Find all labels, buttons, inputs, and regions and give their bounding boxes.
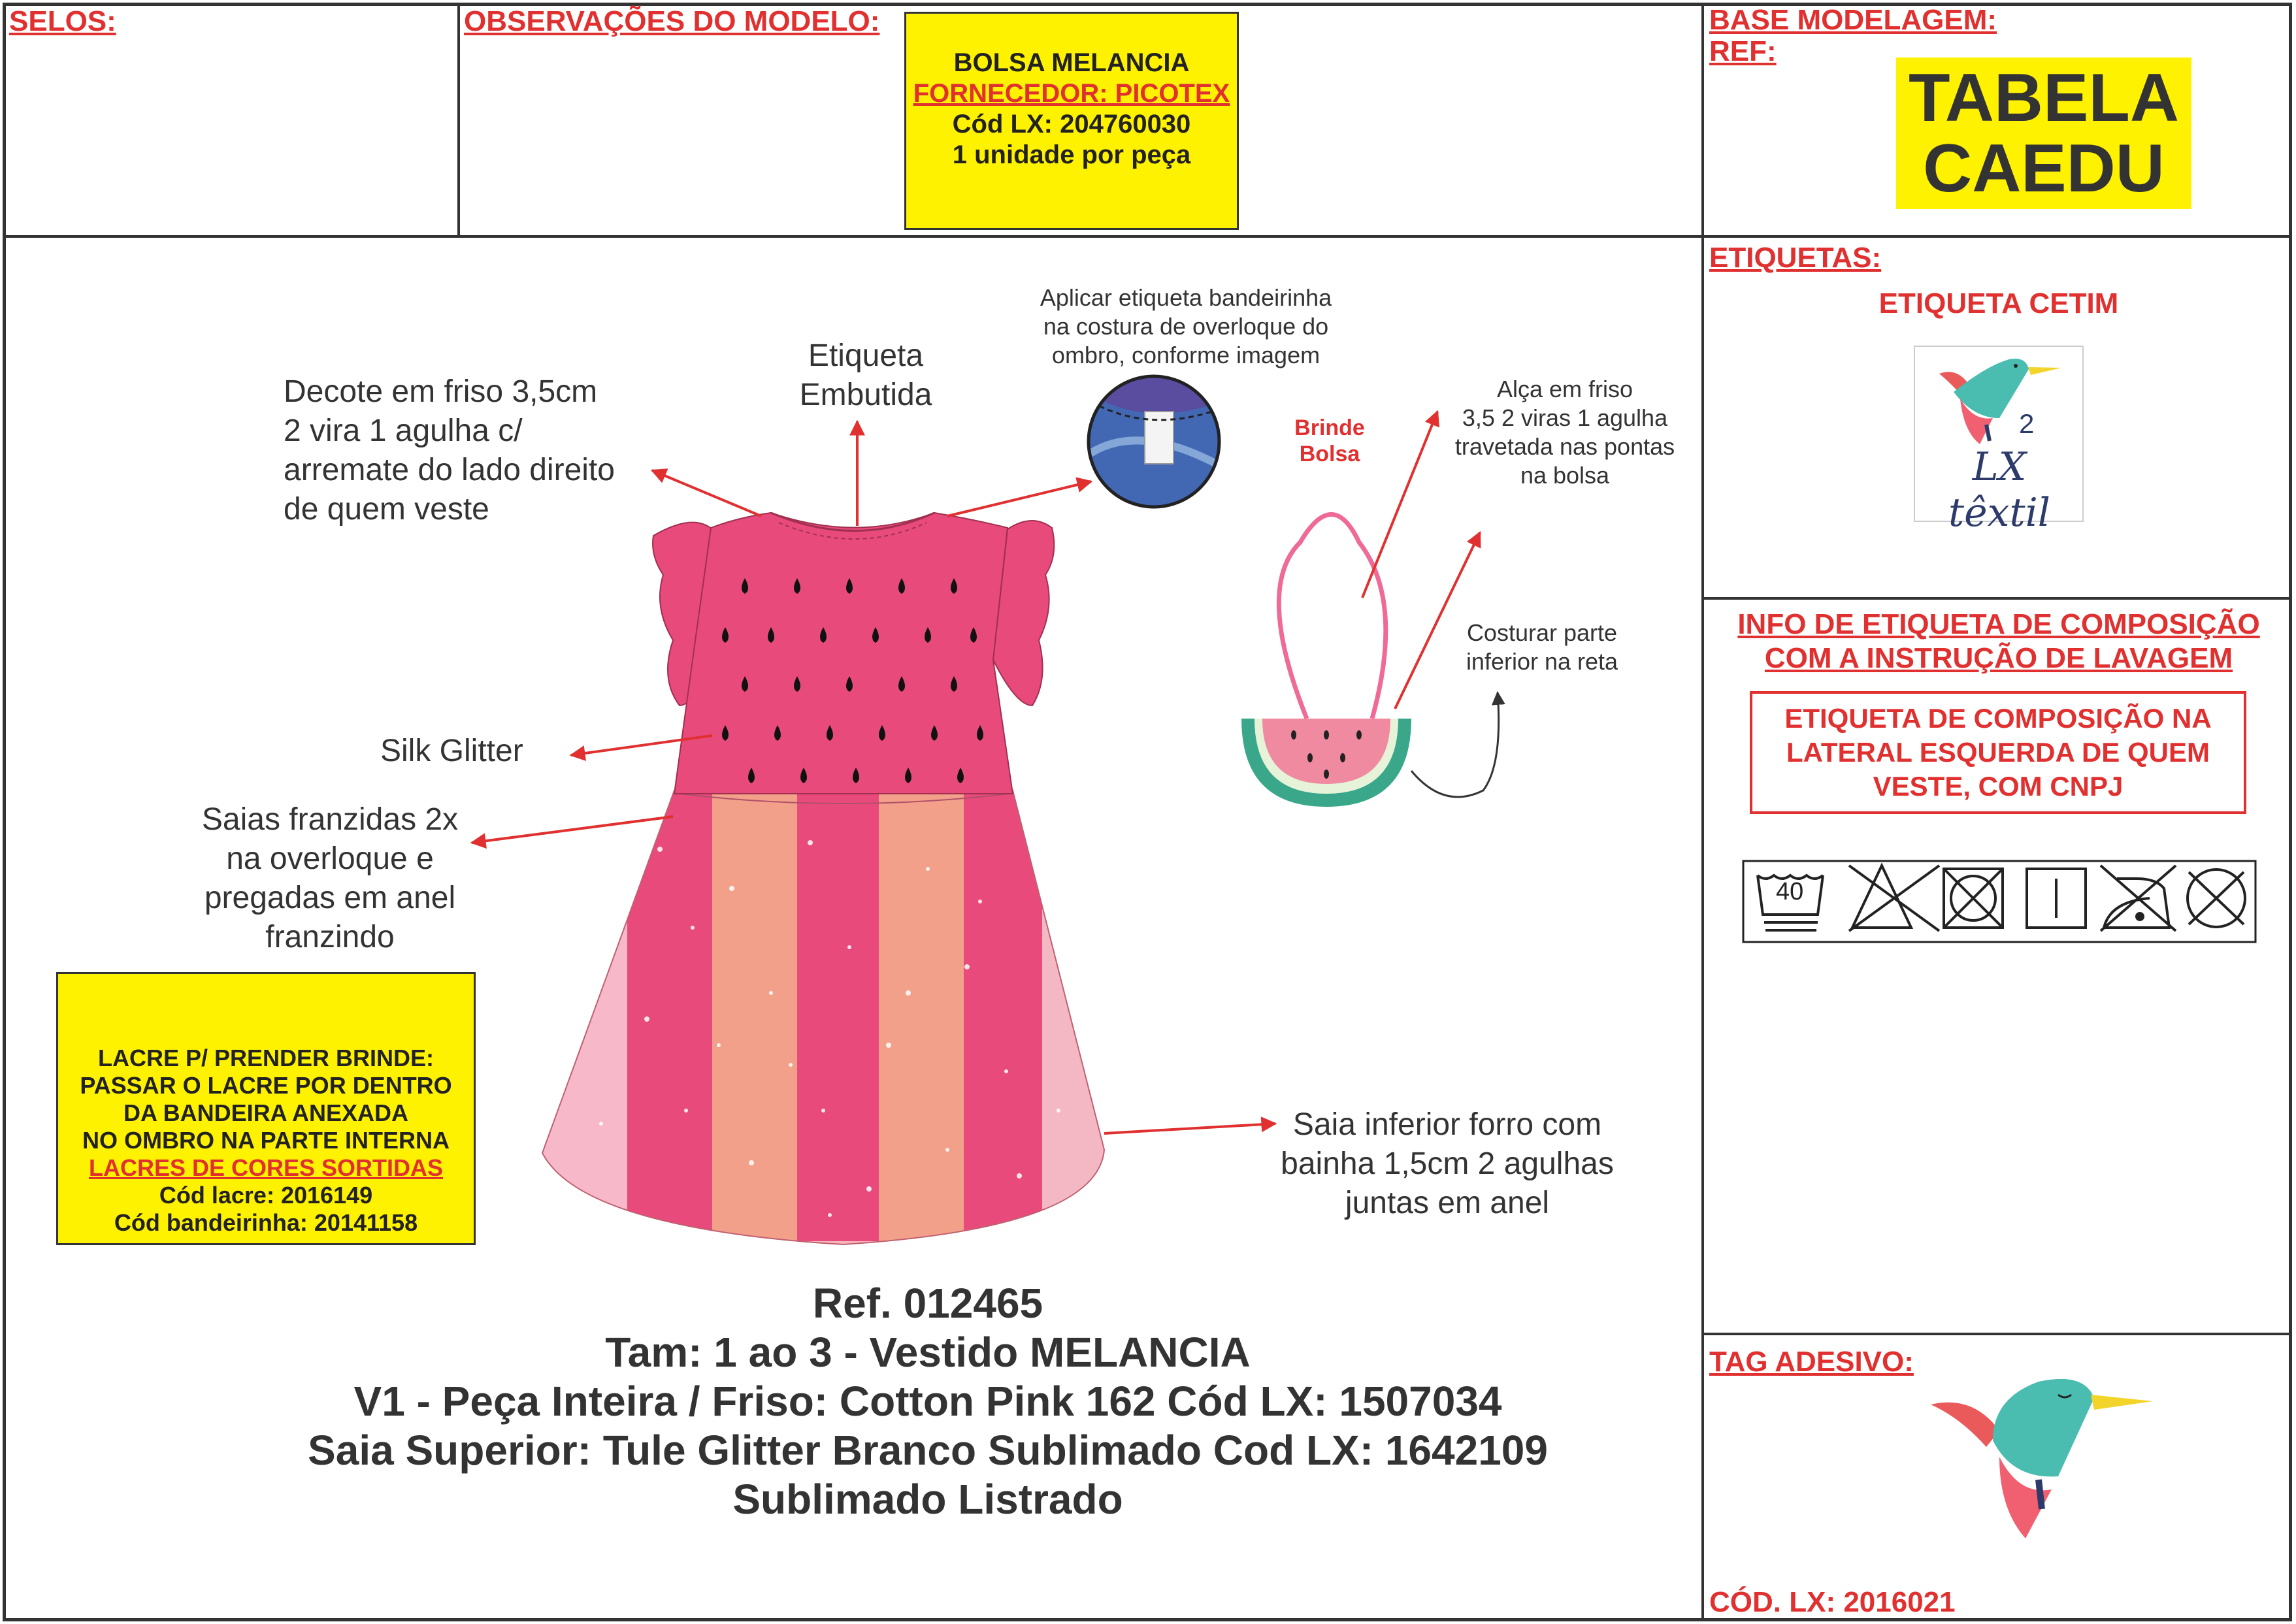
costurar-line1: Costurar parte [1466,619,1618,646]
shoulder-label-detail-icon [1085,372,1228,516]
wash-temp: 40 [1776,878,1804,905]
hummingbird-tag-icon [1931,1379,2153,1538]
saia-inferior-note [1258,1105,1637,1223]
saias-note [170,800,490,957]
composicao-line3: VESTE, COM CNPJ [1873,771,2124,802]
lacre-line4: NO OMBRO NA PARTE INTERNA [82,1127,450,1154]
alca-line3: travetada nas pontas [1454,433,1675,460]
lacre-line7: Cód bandeirinha: 20141158 [114,1209,418,1236]
costurar-line2: inferior na reta [1466,648,1618,675]
tabela-line1: TABELA [1908,60,2180,136]
etiqueta-embutida-line2: Embutida [799,378,932,412]
bolsa-supplier: FORNECEDOR: PICOTEX [913,79,1230,108]
saia-inferior-line3: juntas em anel [1345,1186,1550,1220]
logo-text: LX têxtil [1948,444,2050,536]
logo-number: 2 [2019,408,2035,439]
spec-size: Tam: 1 ao 3 - Vestido MELANCIA [605,1329,1251,1376]
spec-sublimado: Sublimado Listrado [732,1476,1123,1523]
aplicar-line2: na costura de overloque do [1043,313,1329,340]
alca-line4: na bolsa [1520,462,1610,489]
lacre-line1: LACRE P/ PRENDER BRINDE: [97,1045,435,1071]
dress-bodice [674,513,1013,794]
care-symbols [1743,861,2255,942]
spec-ref: Ref. 012465 [812,1280,1043,1327]
alca-note [1434,375,1696,490]
selos-label: SELOS: [9,5,116,37]
spec-v1: V1 - Peça Inteira / Friso: Cotton Pink 162 Cód LX: 1507034 [353,1378,1502,1425]
composicao-line1: ETIQUETA DE COMPOSIÇÃO NA [1784,703,2212,734]
watermelon-bag-icon [1241,515,1411,807]
decote-line4: de quem veste [284,492,489,527]
costurar-note [1437,619,1647,676]
aplicar-etiqueta-note [1009,284,1362,370]
silk-glitter-note: Silk Glitter [380,734,523,768]
info-etiqueta-title [1705,608,2292,675]
decote-line2: 2 vira 1 agulha c/ [284,414,523,448]
aplicar-line1: Aplicar etiqueta bandeirinha [1040,284,1332,311]
base-modelagem-label: BASE MODELAGEM: [1709,4,1997,36]
ref-label: REF: [1709,35,1777,67]
saia-inferior-line1: Saia inferior forro com [1292,1107,1602,1142]
tag-adesivo-label: TAG ADESIVO: [1709,1346,1914,1378]
lacre-line5: LACRES DE CORES SORTIDAS [88,1154,444,1181]
observacoes-label: OBSERVAÇÕES DO MODELO: [464,5,880,37]
product-spec [196,1279,1660,1524]
curved-arrow [1411,692,1499,797]
saias-line3: pregadas em anel [204,881,456,915]
etiqueta-cetim: ETIQUETA CETIM [1878,287,2119,319]
bolsa-code: Cód LX: 204760030 [952,110,1191,138]
decote-note [284,372,615,529]
saia-inferior-line2: bainha 1,5cm 2 agulhas [1281,1146,1614,1181]
bolsa-name: BOLSA MELANCIA [953,48,1190,77]
lacre-line6: Cód lacre: 2016149 [159,1182,373,1209]
alca-line2: 3,5 2 viras 1 agulha [1462,404,1668,431]
brinde-line1: Brinde [1294,415,1365,440]
brinde-bolsa-note [1264,415,1395,467]
brinde-line2: Bolsa [1299,442,1360,466]
etiquetas-label: ETIQUETAS: [1709,242,1882,274]
etiqueta-embutida-note [784,336,947,415]
info-line1: INFO DE ETIQUETA DE COMPOSIÇÃO [1737,608,2260,640]
saias-line1: Saias franzidas 2x [201,802,459,837]
decote-line3: arremate do lado direito [284,453,615,487]
cod-lx-label: CÓD. LX: 2016021 [1709,1586,1956,1618]
lacre-line2: PASSAR O LACRE POR DENTRO [80,1072,452,1099]
info-line2: COM A INSTRUÇÃO DE LAVAGEM [1764,642,2233,674]
lacre-info-box [56,972,476,1245]
decote-line1: Decote em friso 3,5cm [284,374,598,409]
spec-saia: Saia Superior: Tule Glitter Branco Sublimado Cod LX: 1642109 [308,1427,1548,1474]
saias-line2: na overloque e [226,841,434,876]
aplicar-line3: ombro, conforme imagem [1051,342,1320,368]
saias-line4: franzindo [265,920,395,954]
tabela-line2: CAEDU [1923,131,2165,206]
composicao-line2: LATERAL ESQUERDA DE QUEM [1786,737,2210,768]
alca-line1: Alça em friso [1496,376,1633,402]
lacre-line3: DA BANDEIRA ANEXADA [123,1099,408,1126]
bolsa-quantity: 1 unidade por peça [952,140,1191,169]
composicao-box [1750,691,2246,814]
etiqueta-embutida-line1: Etiqueta [808,338,924,373]
dress-skirt [536,787,1114,1258]
